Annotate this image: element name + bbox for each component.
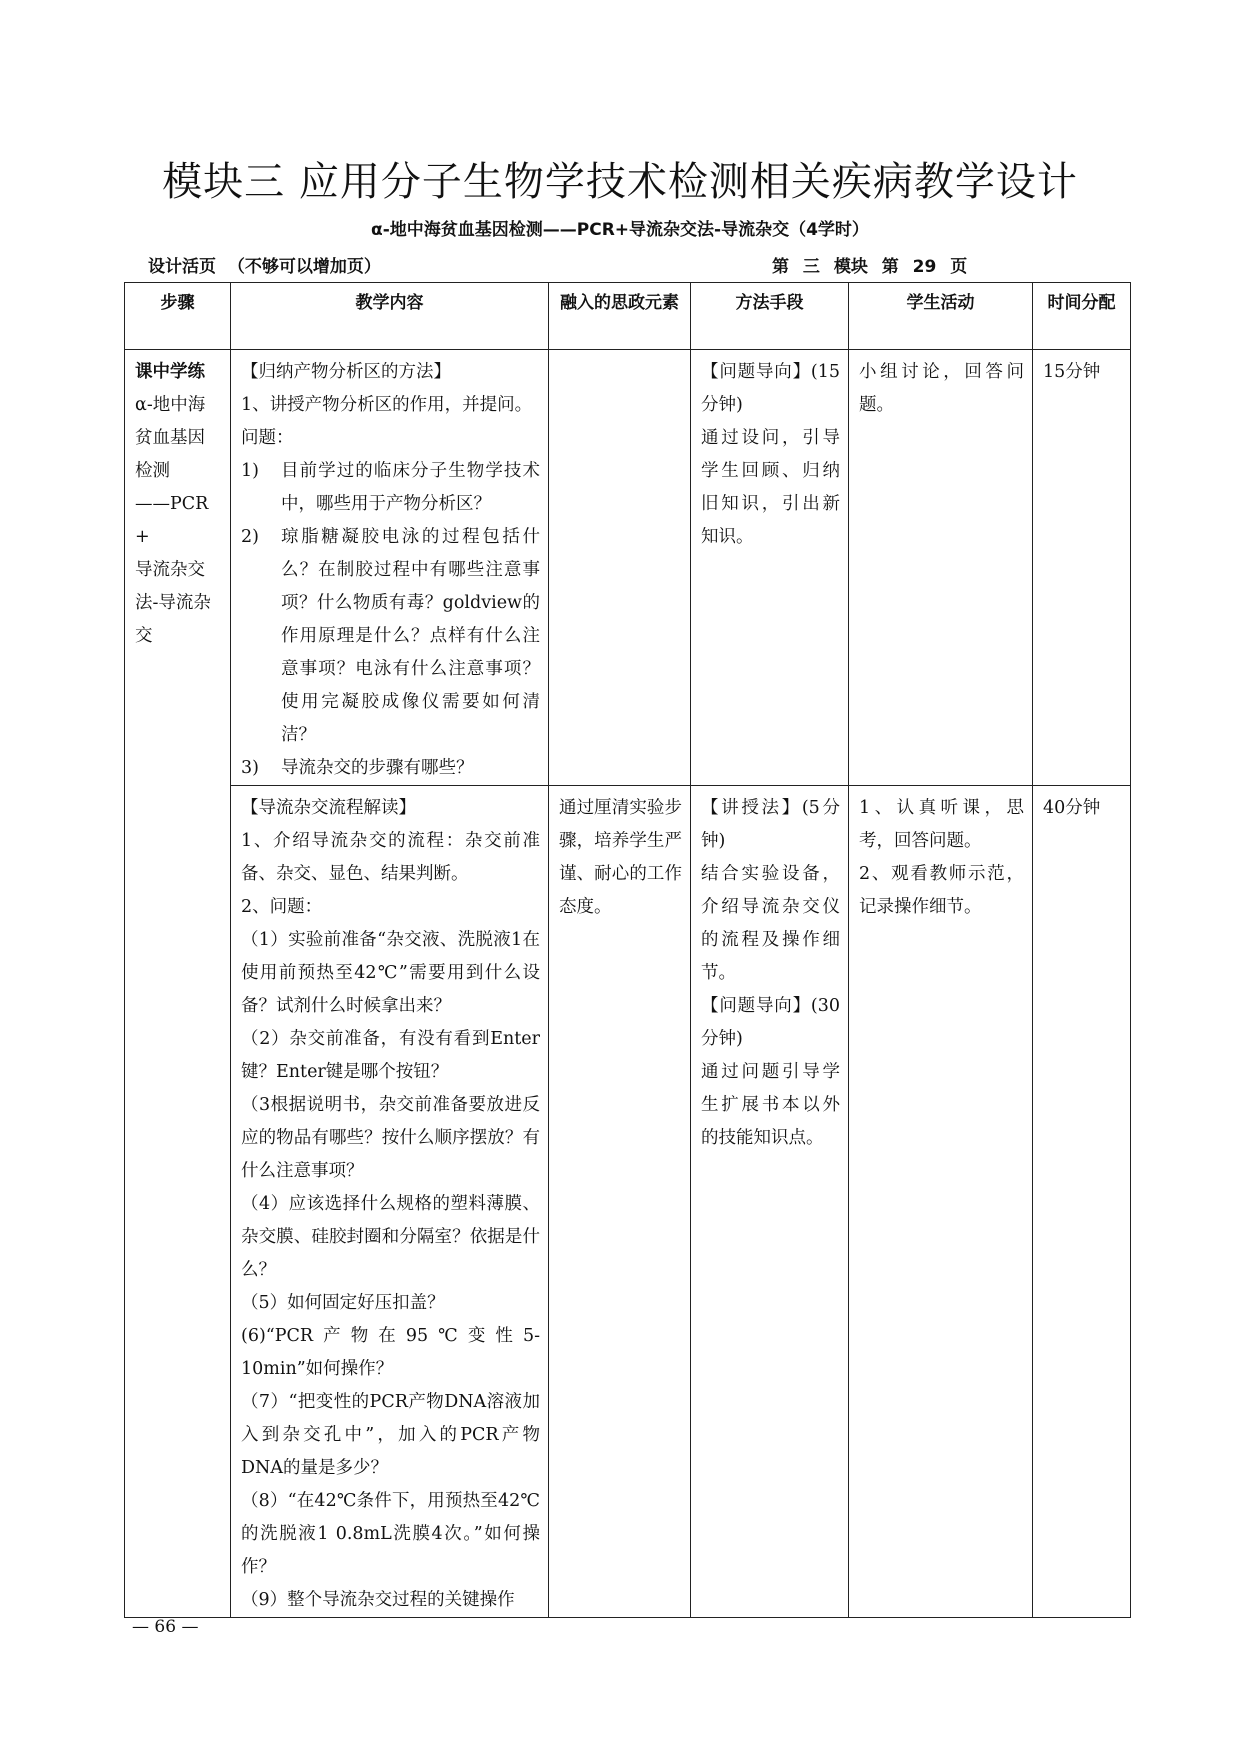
time-cell: 40分钟 [1033,786,1131,1618]
page-title: 模块三 应用分子生物学技术检测相关疾病教学设计 [162,159,1078,205]
list-item [241,521,540,752]
method-tag: 【问题导向】(30分钟) [701,996,840,1049]
activity-item: 2、观看教师示范，记录操作细节。 [859,864,1024,917]
module-page-indicator: 第 三 模块 第 29 页 [772,257,968,277]
step-line: 法-导流杂 [135,593,211,613]
header-activity: 学生活动 [849,283,1033,350]
step-line: 贫血基因 [135,428,205,448]
page-number: — 66 — [132,1617,199,1637]
step-line: ——PCR+ [135,494,209,547]
question-item: （8）“在42℃条件下，用预热至42℃的洗脱液1 0.8mL洗膜4次。”如何操作？ [241,1491,540,1577]
question-item: （7）“把变性的PCR产物DNA溶液加入到杂交孔中”，加入的PCR产物DNA的量是多少？ [241,1392,540,1478]
header-time: 时间分配 [1033,283,1131,350]
content-intro: 1、讲授产物分析区的作用，并提问。 [241,395,533,415]
question-item: （2）杂交前准备，有没有看到Enter键？Enter键是哪个按钮？ [241,1029,540,1082]
activity-cell [849,786,1033,1618]
design-sheet-note: 设计活页 （不够可以增加页） [148,257,381,277]
header-step: 步骤 [125,283,231,350]
list-number: 1) [241,461,259,481]
step-line: 检测 [135,461,170,481]
table-row [125,786,1131,1618]
content-heading: 【归纳产物分析区的方法】 [241,362,451,382]
step-line: 交 [135,626,153,646]
ideology-cell: 通过厘清实验步骤，培养学生严谨、耐心的工作态度。 [549,786,691,1618]
question-item: （5）如何固定好压扣盖？ [241,1293,445,1313]
question-item: （3根据说明书，杂交前准备要放进反应的物品有哪些？按什么顺序摆放？有什么注意事项？ [241,1095,540,1181]
list-number: 3) [241,758,259,778]
step-cell [125,350,231,1618]
question-item: （1）实验前准备“杂交液、洗脱液1在使用前预热至42℃”需要用到什么设备？试剂什么时候拿出来？ [241,930,540,1016]
content-question-label: 问题： [241,428,294,448]
activity-item: 1、认真听课，思考，回答问题。 [859,798,1024,851]
method-text: 通过问题引导学生扩展书本以外的技能知识点。 [701,1062,840,1148]
list-text: 琼脂糖凝胶电泳的过程包括什么？在制胶过程中有哪些注意事项？什么物质有毒？goldview的作用原理是什么？点样有什么注意事项？电泳有什么注意事项？使用完凝胶成像仪需要如何清洁？ [281,527,540,745]
method-text: 结合实验设备，介绍导流杂交仪的流程及操作细节。 [701,864,840,983]
method-cell [691,350,849,786]
content-heading: 【导流杂交流程解读】 [241,798,416,818]
list-text: 导流杂交的步骤有哪些？ [281,758,474,778]
step-line: 导流杂交 [135,560,205,580]
page-subtitle: α-地中海贫血基因检测——PCR+导流杂交法-导流杂交（4学时） [371,220,869,240]
list-item [241,752,540,785]
method-cell [691,786,849,1618]
content-question-label: 2、问题： [241,897,323,917]
header-content: 教学内容 [231,283,549,350]
step-label: 课中学练 [135,362,205,382]
activity-cell: 小组讨论，回答问题。 [849,350,1033,786]
list-item [241,455,540,521]
question-item: （4）应该选择什么规格的塑料薄膜、杂交膜、硅胶封圈和分隔室？依据是什么？ [241,1194,540,1280]
question-item: （9）整个导流杂交过程的关键操作 [241,1590,515,1610]
step-line: α-地中海 [135,395,206,415]
time-cell: 15分钟 [1033,350,1131,786]
method-text: 通过设问，引导学生回顾、归纳旧知识，引出新知识。 [701,428,840,547]
list-text: 目前学过的临床分子生物学技术中，哪些用于产物分析区？ [281,461,540,514]
header-ideology: 融入的思政元素 [549,283,691,350]
content-cell [231,786,549,1618]
method-tag: 【问题导向】(15分钟) [701,362,840,415]
table-row [125,350,1131,786]
header-method: 方法手段 [691,283,849,350]
lesson-plan-table [124,282,1131,1618]
content-cell [231,350,549,786]
table-header-row [125,283,1131,350]
list-number: 2) [241,527,259,547]
ideology-cell [549,350,691,786]
content-intro: 1、介绍导流杂交的流程：杂交前准备、杂交、显色、结果判断。 [241,831,540,884]
method-tag: 【讲授法】(5分钟) [701,798,840,851]
question-item: (6)“PCR产物在95℃变性5-10min”如何操作？ [241,1326,540,1379]
